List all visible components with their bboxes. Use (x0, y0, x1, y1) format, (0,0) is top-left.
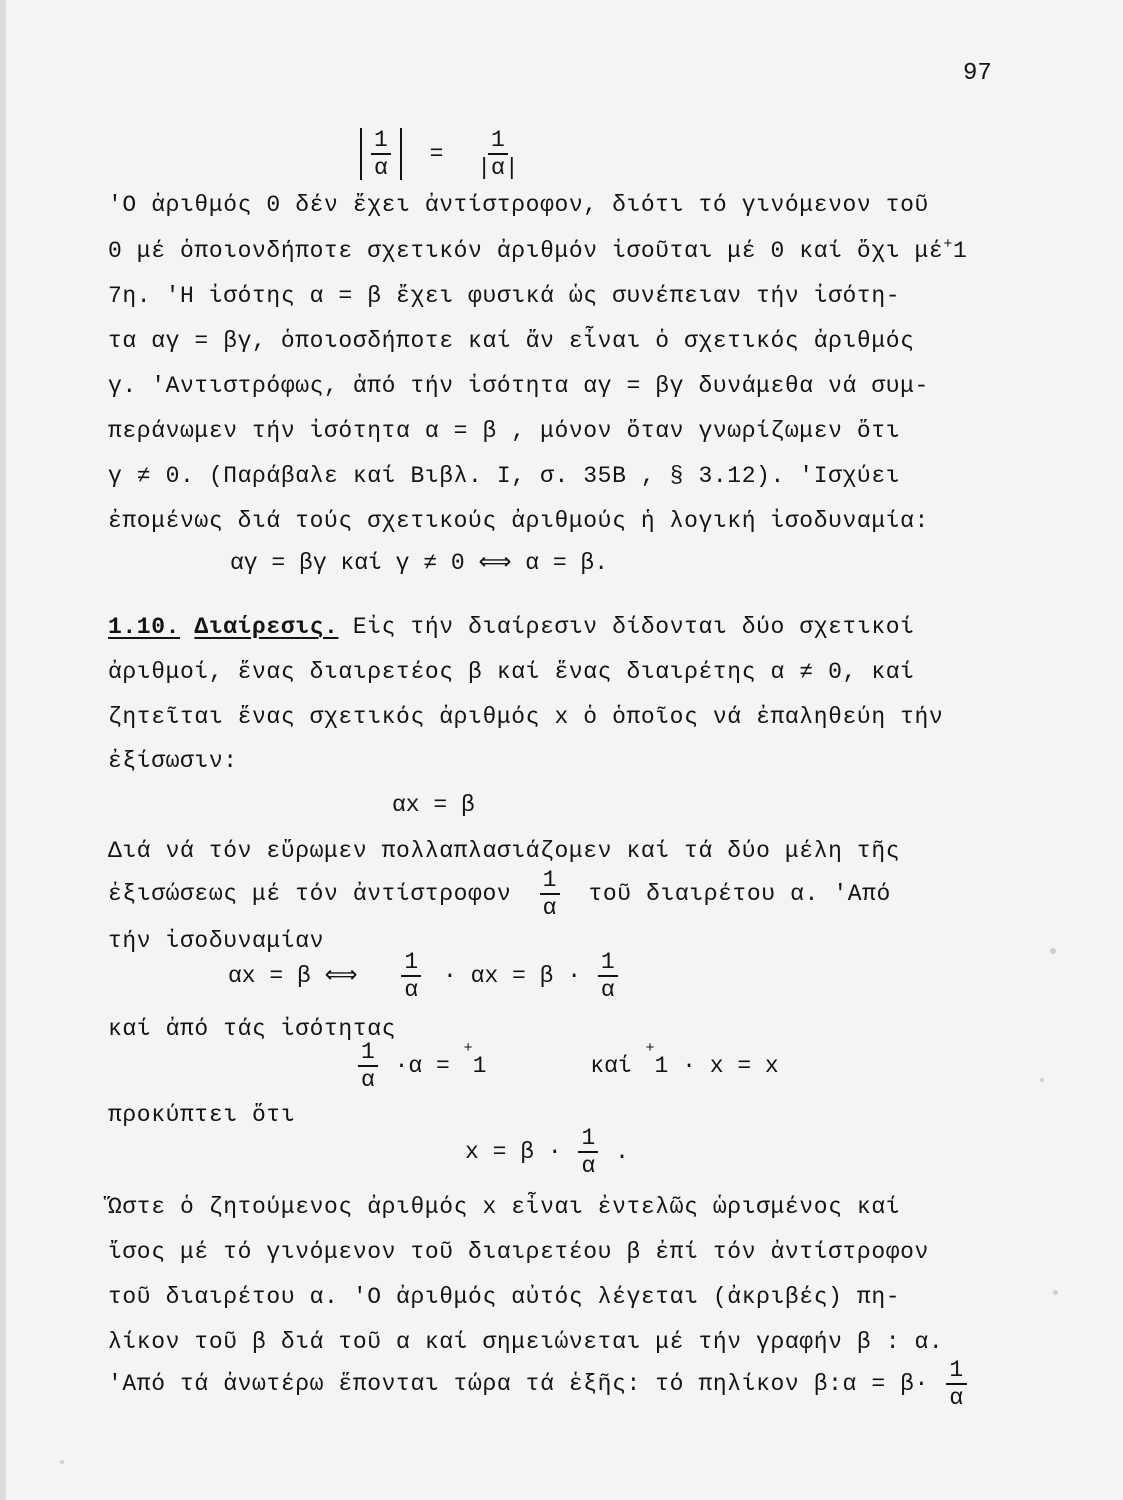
text-line: 7η. 'Η ἰσότης α = β ἔχει φυσικά ὡς συνέπειαν τήν ἰσότη- (108, 283, 901, 309)
fraction: $\frac{1}{\alpha}$ (401, 950, 421, 1002)
top-formula (360, 128, 525, 180)
text-line: ἴσος μέ τό γινόμενον τοῦ διαιρετέου β ἐπί τόν ἀντίστροφον (108, 1239, 929, 1265)
text-line: ἐξίσωσιν: (108, 748, 238, 774)
text-line: τα αγ = βγ, ὁποιοσδήποτε καί ἄν εἶναι ὁ σχετικός ἀριθμός (108, 328, 915, 354)
abs-value-bars (360, 128, 402, 180)
equation-identities: $\frac{1}{\alpha}$ ·α = +1 καί +1 · x = x (355, 1040, 779, 1092)
text-line: 0 μέ ὁποιονδήποτε σχετικόν ἀριθμόν ἰσοῦται μέ 0 καί ὄχι μέ+1 (108, 236, 968, 264)
text-line: ἐπομένως διά τούς σχετικούς ἀριθμούς ἡ λογική ἰσοδυναμία: (108, 508, 929, 534)
text-line: καί ἀπό τάς ἰσότητας (108, 1016, 397, 1042)
text-line: ζητεῖται ἕνας σχετικός ἀριθμός x ὁ ὁποῖος νά ἐπαληθεύη τήν (108, 704, 944, 730)
fraction-inverse: $\frac{1}{\alpha}$ (540, 868, 560, 920)
fraction: $\frac{1}{\alpha}$ (358, 1040, 378, 1092)
section-number: 1.10. (108, 614, 181, 640)
text-line: Ὥστε ὁ ζητούμενος ἀριθμός x εἶναι ἐντελῶς ὡρισμένος καί (108, 1194, 901, 1220)
scan-speck (1050, 948, 1056, 954)
equals-sign: = (429, 141, 444, 168)
equation-chain: αx = β ⟺ $\frac{1}{\alpha}$ · αx = β · $\frac{1}{\alpha}$ (228, 950, 621, 1002)
fraction-rhs: $\frac{1}{|\alpha|}$ (477, 127, 519, 182)
equation-x: x = β · $\frac{1}{\alpha}$ . (465, 1125, 629, 1180)
text-line: τήν ἰσοδυναμίαν (108, 928, 325, 954)
fraction: $\frac{1}{\alpha}$ (598, 950, 618, 1002)
text-line: 'O ἀριθμός 0 δέν ἔχει ἀντίστροφον, διότι τό γινόμενον τοῦ (108, 192, 929, 218)
text-line: ἐξισώσεως μέ τόν ἀντίστροφον $\frac{1}{\alpha}$ τοῦ διαιρέτου α. 'Από (108, 867, 891, 922)
text-line: Διά νά τόν εὕρωμεν πολλαπλασιάζομεν καί τά δύο μέλη τῆς (108, 838, 901, 864)
text-line: ἀριθμοί, ἕνας διαιρετέος β καί ἕνας διαιρέτης α ≠ 0, καί (108, 659, 915, 685)
section-heading-line: 1.10. Διαίρεσις. Εἰς τήν διαίρεσιν δίδονται δύο σχετικοί (108, 614, 915, 640)
text-line: τοῦ διαιρέτου α. 'O ἀριθμός αὐτός λέγεται (ἀκριβές) πη- (108, 1284, 901, 1310)
text-line: προκύπτει ὅτι (108, 1102, 296, 1128)
equivalence-formula: αγ = βγ καί γ ≠ 0 ⟺ α = β. (230, 550, 609, 576)
scan-speck (1053, 1290, 1058, 1295)
equation-ax: αx = β (392, 792, 475, 818)
text-line: γ. 'Αντιστρόφως, ἀπό τήν ἰσότητα αγ = βγ δυνάμεθα νά συμ- (108, 373, 929, 399)
scan-speck (1040, 1078, 1044, 1082)
scan-speck (60, 1460, 64, 1464)
fraction-lhs: $\frac{1}{\alpha}$ (371, 128, 391, 180)
text-line: λίκον τοῦ β διά τοῦ α καί σημειώνεται μέ τήν γραφήν β : α. (108, 1329, 944, 1355)
text-line: 'Από τά ἀνωτέρω ἕπονται τώρα τά ἑξῆς: τό πηλίκον β:α = β· $\frac{1}{\alpha}$ (108, 1358, 970, 1410)
text-line: γ ≠ 0. (Παράβαλε καί Βιβλ. I, σ. 35B , § 3.12). 'Ισχύει (108, 463, 901, 489)
superscript: + (943, 236, 953, 253)
fraction: $\frac{1}{\alpha}$ (946, 1358, 966, 1410)
section-title: Διαίρεσις. (194, 614, 339, 640)
fraction: $\frac{1}{\alpha}$ (578, 1126, 598, 1178)
text-line: περάνωμεν τήν ἰσότητα α = β , μόνον ὅταν γνωρίζωμεν ὅτι (108, 418, 901, 444)
page-number: 97 (963, 60, 992, 87)
page-edge (0, 0, 6, 1500)
